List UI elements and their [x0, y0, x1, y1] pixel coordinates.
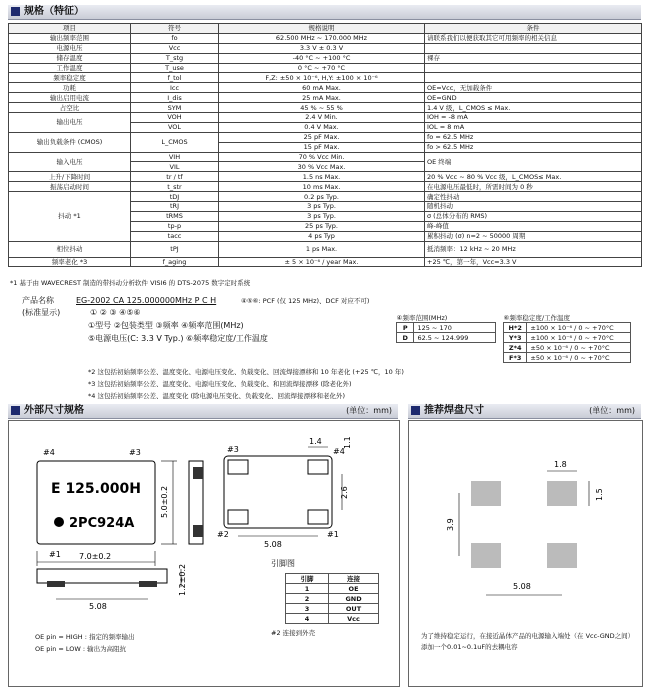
table-row: [9, 43, 642, 53]
cell-spec: 3 ps Typ.: [219, 202, 425, 212]
cell-cond: IOH = -8 mA: [425, 113, 642, 123]
pad: [228, 460, 248, 474]
value-cell: 62.5 ~ 124.999: [414, 333, 496, 343]
cell-symbol: I_dis: [131, 93, 219, 103]
col-header: 条件: [425, 24, 642, 34]
dim-side-height: 1.2±0.2: [178, 563, 187, 596]
cell-symbol: T_stg: [131, 53, 219, 63]
cell-cond: [425, 63, 642, 73]
table-row: [9, 152, 642, 162]
dim-pad-height: 1.5: [595, 488, 604, 501]
dim-pad-span: 3.9: [446, 518, 455, 531]
cell-spec: 0.2 ps Typ.: [219, 192, 425, 202]
solder-header: [408, 404, 641, 419]
value-cell: ±50 × 10⁻⁶ / 0 ~ +70°C: [527, 353, 631, 363]
section-header: [8, 5, 641, 20]
cell-item: 输出电压: [9, 113, 131, 133]
table-row: [9, 53, 642, 63]
part-std-label: (标准显示): [22, 308, 61, 317]
cell-spec: 25 mA Max.: [219, 93, 425, 103]
oe-high-note: OE pin = HIGH : 指定的频率输出: [35, 633, 135, 641]
cell-cond: 1.4 V 级，L_CMOS ≤ Max.: [425, 103, 642, 113]
pin-number: 4: [286, 614, 329, 624]
value-cell: ±100 × 10⁻⁶ / 0 ~ +70°C: [527, 323, 631, 333]
cell-symbol: VOL: [131, 122, 219, 132]
cell-cond: 随机抖动: [425, 202, 642, 212]
footnote-1: *1 基于由 WAVECREST 制造的带抖动分析软件 VISI6 的 DTS-2075 数字定时系统: [10, 279, 251, 287]
footnote-2: *2 这包括初始频率公差、温度变化、电源电压变化、负载变化、回流焊接漂移和 10 年老化 (+25 ℃，10 年): [88, 368, 404, 376]
cell-spec: 4 ps Typ: [219, 231, 425, 241]
pad: [308, 510, 328, 524]
pin-label: #4: [333, 447, 345, 456]
cell-item: 功耗: [9, 83, 131, 93]
cell-cond: 累积抖动 (σ) n=2 ~ 50000 周期: [425, 231, 642, 241]
cell-item: 相位抖动: [9, 241, 131, 257]
dim-pad-width: 1.8: [554, 460, 567, 469]
col-header: 项目: [9, 24, 131, 34]
pinout-table: [285, 573, 379, 624]
value-cell: ±100 × 10⁻⁶ / 0 ~ +70°C: [527, 333, 631, 343]
solder-pad: [547, 543, 577, 568]
cell-spec: 70 % Vcc Min.: [219, 152, 425, 162]
table-row: [9, 93, 642, 103]
dim-pitch: 5.08: [89, 602, 107, 611]
cell-symbol: tRMS: [131, 211, 219, 221]
pin-label: #1: [327, 530, 339, 539]
table-row: [9, 63, 642, 73]
stability-table: [503, 313, 631, 363]
cell-cond: σ (总体分布的 RMS): [425, 211, 642, 221]
cell-symbol: tDJ: [131, 192, 219, 202]
solder-pad: [471, 481, 501, 506]
solder-pad: [471, 543, 501, 568]
dims-title: 外部尺寸规格: [24, 405, 84, 416]
table-row: [9, 83, 642, 93]
cell-symbol: VOH: [131, 113, 219, 123]
cell-cond: IOL = 8 mA: [425, 122, 642, 132]
col-header: 规格说明: [219, 24, 425, 34]
table-row: [9, 73, 642, 83]
cell-spec: 1 ps Max.: [219, 241, 425, 257]
cell-spec: 30 % Vcc Max.: [219, 162, 425, 172]
section-title: 规格（特征）: [24, 6, 84, 17]
cell-cond: 请联系我们以便获取其它可用频率的相关信息: [425, 33, 642, 43]
value-cell: ±50 × 10⁻⁶ / 0 ~ +70°C: [527, 343, 631, 353]
table-row: [9, 241, 642, 257]
dim-height: 5.0±0.2: [160, 485, 169, 518]
part-number: EG-2002 CA 125.000000MHz P C H: [76, 296, 217, 305]
pin-connection: Vcc: [329, 614, 379, 624]
table-row: [9, 132, 642, 142]
pin-label: #3: [129, 448, 141, 457]
pin-label: #3: [227, 445, 239, 454]
table-title: ⑥频率稳定度/工作温度: [503, 313, 571, 322]
pin-number: 3: [286, 604, 329, 614]
cell-symbol: T_use: [131, 63, 219, 73]
cell-spec: 25 pF Max.: [219, 132, 425, 142]
solder-title: 推荐焊盘尺寸: [424, 405, 484, 416]
part-markers: ① ② ③ ④⑤⑥: [90, 308, 141, 317]
marking-line-1: E 125.000H: [51, 481, 141, 497]
dims-unit: (单位：mm): [346, 406, 392, 415]
dim-width: 7.0±0.2: [79, 552, 112, 561]
table-row: [9, 192, 642, 202]
cell-symbol: tr / tf: [131, 172, 219, 182]
pinout-title: 引脚图: [271, 559, 295, 568]
cell-symbol: fo: [131, 33, 219, 43]
pad: [308, 460, 328, 474]
cell-item: 输出负载条件 (CMOS): [9, 132, 131, 152]
table-row: [9, 33, 642, 43]
cell-symbol: tp-p: [131, 221, 219, 231]
cell-item: 频率老化 *3: [9, 257, 131, 267]
col-header: 引脚: [286, 574, 329, 584]
code-cell: H*2: [504, 323, 527, 333]
code-cell: P: [397, 323, 414, 333]
pin-connection: OUT: [329, 604, 379, 614]
dim-pad-w: 1.4: [309, 437, 322, 446]
cell-symbol: f_tol: [131, 73, 219, 83]
cell-spec: 3 ps Typ.: [219, 211, 425, 221]
part-number-tail: ④⑤⑥: PCF (仅 125 MHz)、DCF 对应不可): [241, 297, 370, 305]
cell-item: 上升/下降时间: [9, 172, 131, 182]
pin-label: #4: [43, 448, 55, 457]
code-cell: Y*3: [504, 333, 527, 343]
table-row: [9, 182, 642, 192]
cell-cond: 在电源电压最低时，所需时间为 0 秒: [425, 182, 642, 192]
cell-item: 工作温度: [9, 63, 131, 73]
cell-cond: 峰-峰值: [425, 221, 642, 231]
table-row: [9, 113, 642, 123]
cell-item: 抖动 *1: [9, 192, 131, 241]
cell-cond: +25 ℃，第一年，Vcc=3.3 V: [425, 257, 642, 267]
cell-symbol: VIH: [131, 152, 219, 162]
marking-line-2: 2PC924A: [69, 516, 135, 531]
case-note: #2 连接到外壳: [271, 629, 316, 637]
cell-spec: 3.3 V ± 0.3 V: [219, 43, 425, 53]
pin1-dot: [54, 517, 64, 527]
cell-spec: 60 mA Max.: [219, 83, 425, 93]
freq-range-table: [396, 313, 496, 343]
dim-pitch: 5.08: [264, 540, 282, 549]
cell-item: 输出频率范围: [9, 33, 131, 43]
solder-pad: [547, 481, 577, 506]
cell-spec: 15 pF Max.: [219, 142, 425, 152]
cell-item: 电源电压: [9, 43, 131, 53]
decoupling-note: 为了维持稳定运行，在接近晶体产品的电源输入端处（在 Vcc-GND之间）添加一个0.01~0.1uF的去耦电容: [421, 632, 631, 651]
cell-symbol: Icc: [131, 83, 219, 93]
square-icon: [11, 7, 20, 16]
cell-symbol: VIL: [131, 162, 219, 172]
cell-spec: 25 ps Typ.: [219, 221, 425, 231]
solder-panel: [408, 420, 643, 687]
cell-symbol: f_aging: [131, 257, 219, 267]
cell-cond: 确定性抖动: [425, 192, 642, 202]
table-title: ④频率范围(MHz): [396, 313, 448, 322]
cell-cond: 抵消频率：12 kHz ~ 20 MHz: [425, 241, 642, 257]
footnote-4: *4 这包括初始频率公差、温度变化 (除电源电压变化、负载变化、回流焊接漂移和老化外): [88, 392, 346, 400]
cell-symbol: tRJ: [131, 202, 219, 212]
col-header: 符号: [131, 24, 219, 34]
cell-item: 输出启用电流: [9, 93, 131, 103]
cell-item: 频率稳定度: [9, 73, 131, 83]
pin-connection: OE: [329, 584, 379, 594]
solder-unit: (单位：mm): [589, 406, 635, 415]
pin-label: #1: [49, 550, 61, 559]
code-cell: Z*4: [504, 343, 527, 353]
square-icon: [411, 406, 420, 415]
cell-cond: 20 % Vcc ~ 80 % Vcc 级，L_CMOS≤ Max.: [425, 172, 642, 182]
cell-cond: [425, 43, 642, 53]
dim-pad-pitch: 5.08: [513, 582, 531, 591]
part-legend-1: ①型号 ②包装类型 ③频率 ④频率范围(MHz): [88, 321, 244, 330]
code-cell: D: [397, 333, 414, 343]
cell-symbol: tPJ: [131, 241, 219, 257]
cell-spec: -40 °C ~ +100 °C: [219, 53, 425, 63]
part-legend-2: ⑤电源电压(C: 3.3 V Typ.) ⑥频率稳定度/工作温度: [88, 334, 268, 343]
dim-pad-gap: 2.6: [340, 486, 349, 499]
cell-item: 储存温度: [9, 53, 131, 63]
oe-low-note: OE pin = LOW : 输出为高阻抗: [35, 645, 127, 653]
cell-spec: 10 ms Max.: [219, 182, 425, 192]
code-cell: F*3: [504, 353, 527, 363]
spec-table: [8, 23, 642, 267]
cell-spec: ± 5 × 10⁻⁶ / year Max.: [219, 257, 425, 267]
cell-spec: 0 °C ~ +70 °C: [219, 63, 425, 73]
pin-number: 2: [286, 594, 329, 604]
cell-spec: 2.4 V Min.: [219, 113, 425, 123]
cell-cond: OE 终端: [425, 152, 642, 172]
cell-item: 占空比: [9, 103, 131, 113]
pin-number: 1: [286, 584, 329, 594]
square-icon: [11, 406, 20, 415]
cell-symbol: Vcc: [131, 43, 219, 53]
footnote-3: *3 这包括初始频率公差、温度变化、电源电压变化、负载变化、和回流焊接漂移 (除老化外): [88, 380, 352, 388]
cell-item: 振荡启动时间: [9, 182, 131, 192]
dims-header: [8, 404, 398, 419]
cell-cond: fo = 62.5 MHz: [425, 132, 642, 142]
cell-spec: 1.5 ns Max.: [219, 172, 425, 182]
dim-pad-end: 1.1: [343, 436, 352, 449]
cell-spec: 45 % ~ 55 %: [219, 103, 425, 113]
cell-cond: [425, 73, 642, 83]
part-label: 产品名称: [22, 296, 54, 305]
cell-symbol: SYM: [131, 103, 219, 113]
cell-spec: F,Z: ±50 × 10⁻⁶, H,Y: ±100 × 10⁻⁶: [219, 73, 425, 83]
cell-symbol: tacc: [131, 231, 219, 241]
solder-drawing: [409, 421, 642, 621]
value-cell: 125 ~ 170: [414, 323, 496, 333]
cell-item: 输入电压: [9, 152, 131, 172]
cell-spec: 0.4 V Max.: [219, 122, 425, 132]
pad: [228, 510, 248, 524]
package-top-view: [37, 461, 155, 544]
cell-cond: OE=GND: [425, 93, 642, 103]
table-row: [9, 172, 642, 182]
pin-connection: GND: [329, 594, 379, 604]
dims-panel: [8, 420, 400, 687]
package-front-view: [37, 569, 167, 583]
cell-cond: OE=Vcc，无加载条件: [425, 83, 642, 93]
cell-spec: 62.500 MHz ~ 170.000 MHz: [219, 33, 425, 43]
cell-symbol: t_str: [131, 182, 219, 192]
cell-cond: 裸存: [425, 53, 642, 63]
col-header: 连接: [329, 574, 379, 584]
cell-symbol: L_CMOS: [131, 132, 219, 152]
table-row: [9, 257, 642, 267]
cell-cond: fo > 62.5 MHz: [425, 142, 642, 152]
pin-label: #2: [217, 530, 229, 539]
table-row: [9, 103, 642, 113]
